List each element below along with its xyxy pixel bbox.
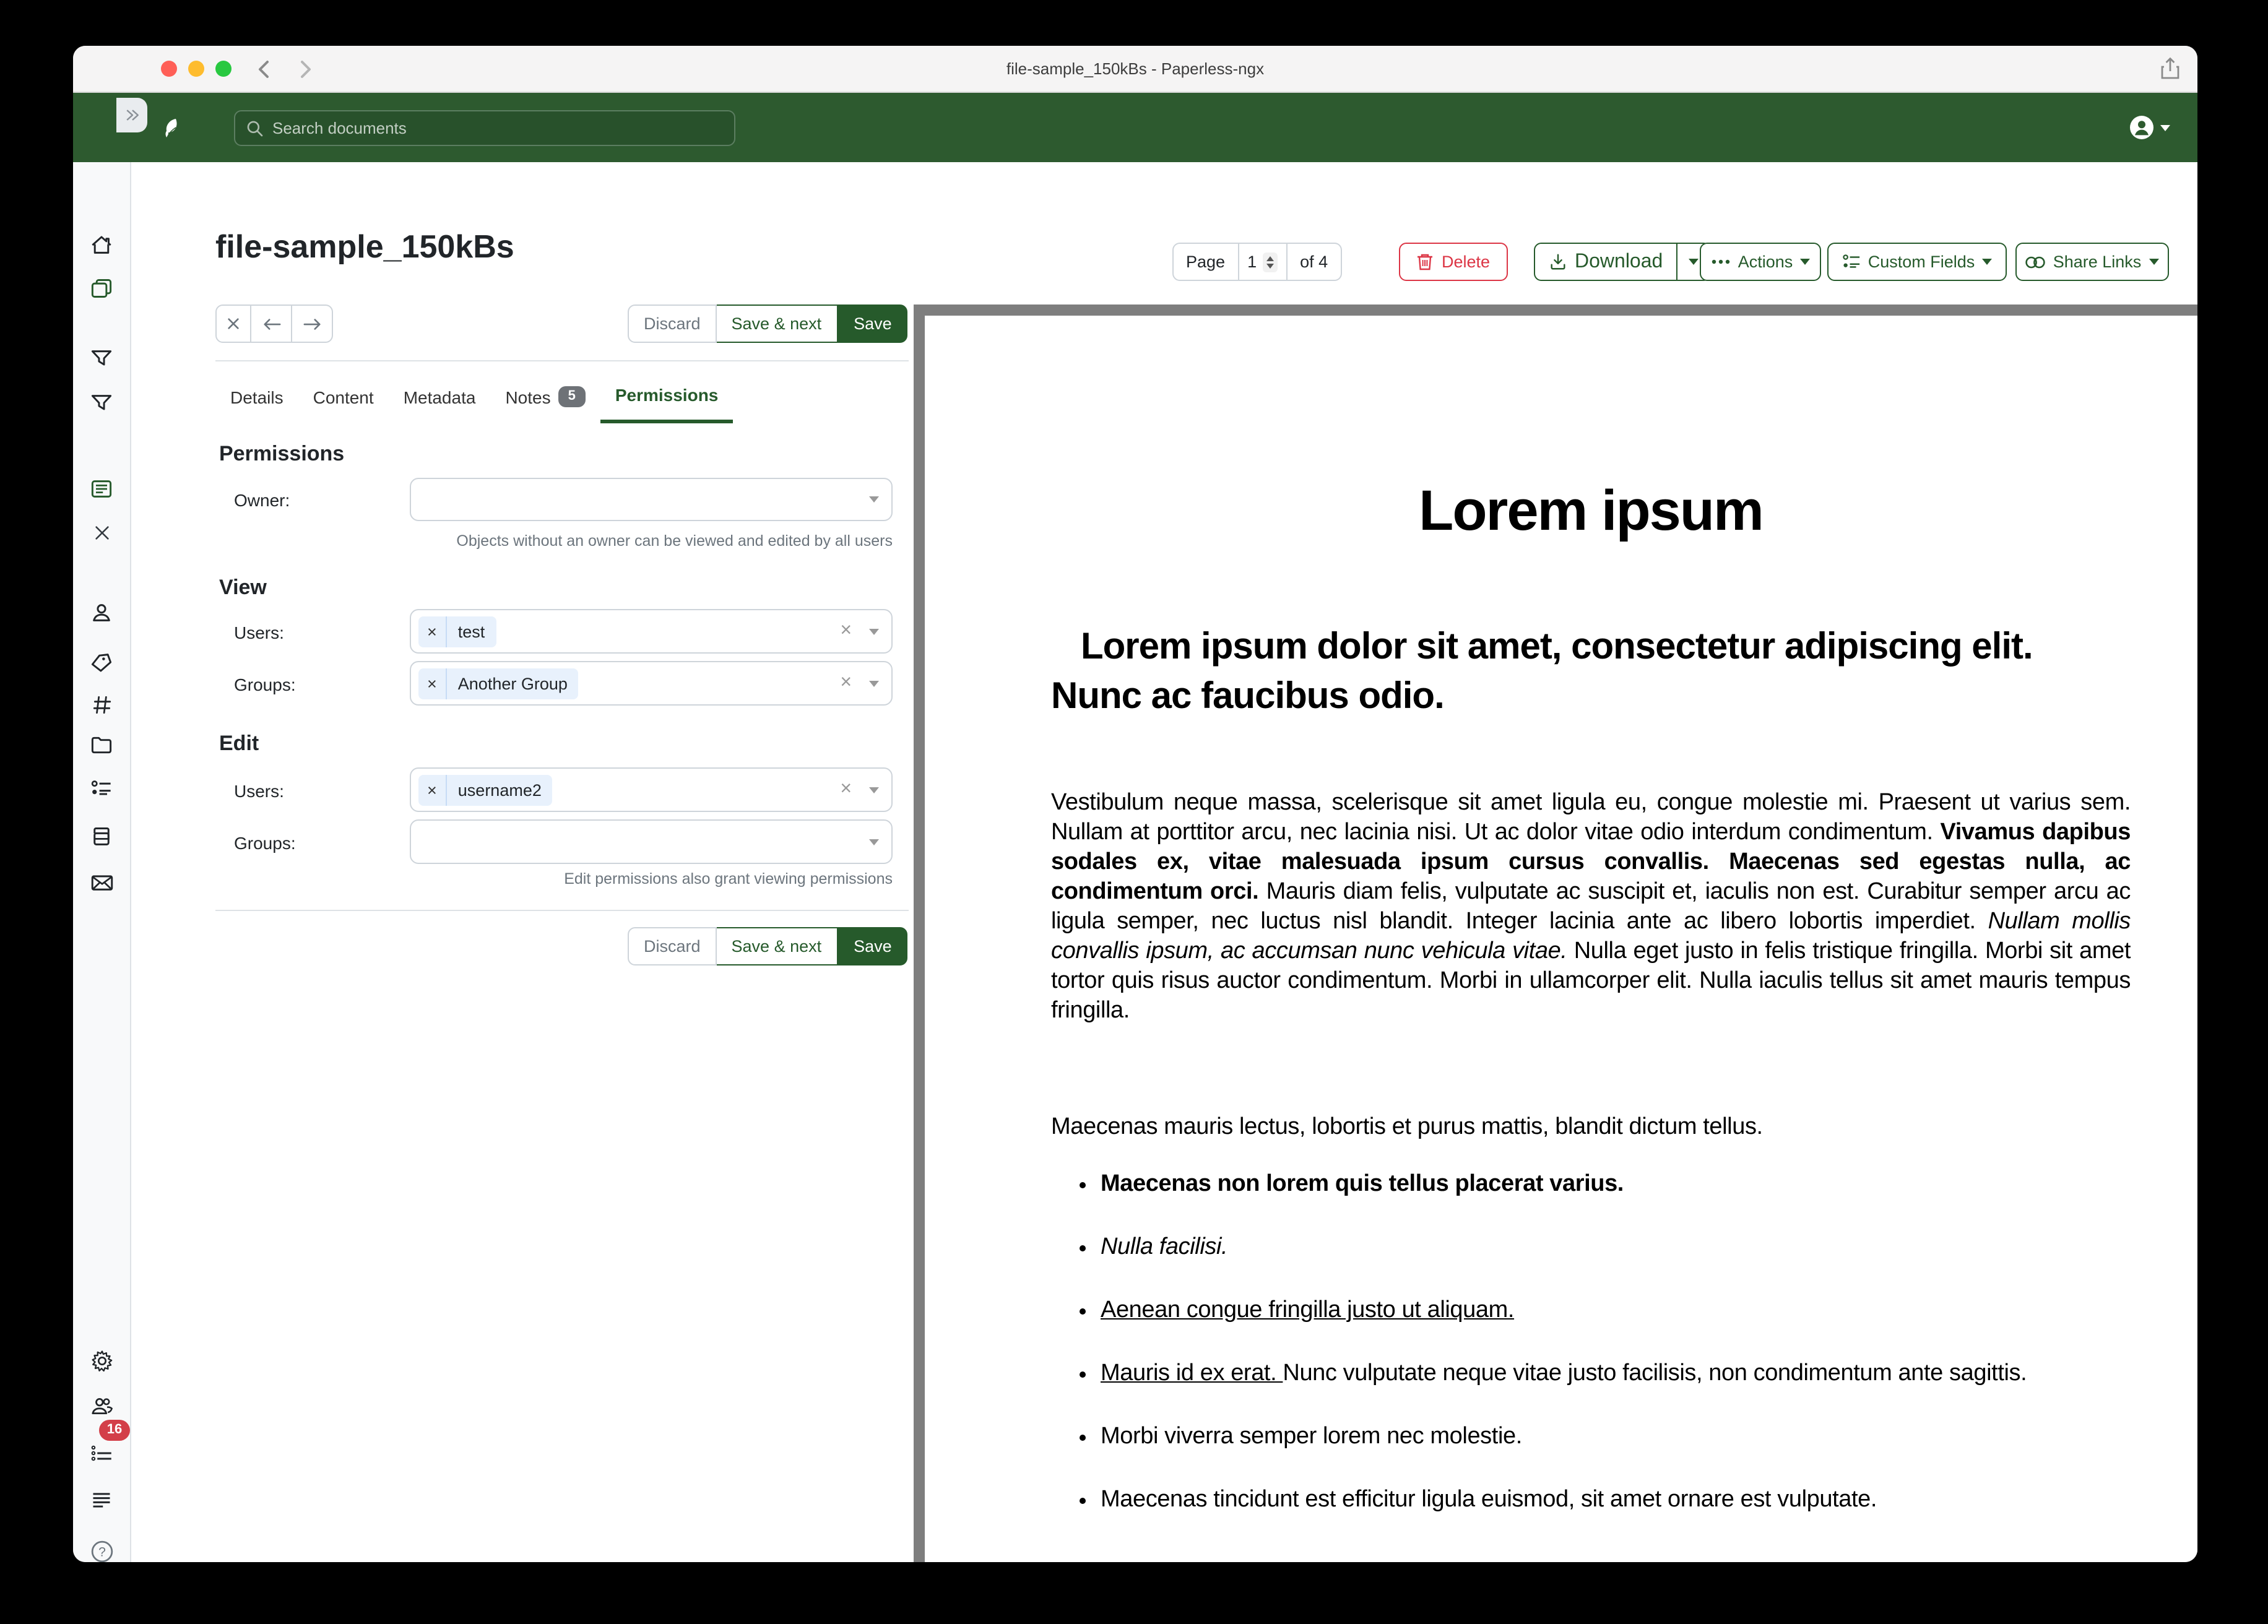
search-placeholder: Search documents — [272, 119, 407, 137]
sidebar-item-file-tasks[interactable] — [73, 826, 130, 848]
files-icon — [90, 826, 113, 848]
chevron-down-icon — [869, 496, 879, 503]
close-document-button[interactable] — [215, 304, 251, 343]
close-document-icon[interactable] — [73, 524, 130, 542]
sidebar-item-documentation[interactable] — [73, 1540, 130, 1562]
sidebar-item-storage-paths[interactable] — [73, 734, 130, 756]
person-icon — [90, 602, 113, 624]
save-next-button[interactable]: Save & next — [717, 927, 838, 965]
svg-text:?: ? — [98, 1545, 105, 1560]
arrow-left-icon — [262, 316, 280, 331]
chevron-down-icon — [2149, 259, 2158, 265]
logs-icon — [90, 1489, 113, 1511]
chevron-down-icon — [1800, 259, 1810, 265]
owner-select[interactable] — [410, 478, 893, 521]
sidebar-item-settings[interactable] — [73, 1349, 130, 1373]
titlebar — [73, 46, 2197, 93]
tab-permissions[interactable]: Permissions — [600, 378, 734, 423]
edit-heading: Edit — [219, 732, 259, 755]
next-document-button[interactable] — [292, 304, 333, 343]
document-tabs — [215, 378, 733, 423]
edit-groups-label: Groups: — [234, 833, 296, 853]
chevron-down-icon — [869, 787, 879, 793]
tasks-count-badge: 16 — [99, 1420, 130, 1441]
actions-button[interactable]: Actions — [1700, 243, 1821, 281]
chevron-down-icon — [869, 680, 879, 686]
view-users-label: Users: — [234, 623, 284, 642]
pdf-bullet: • Mauris id ex erat. Nunc vulputate neque vitae justo facilisis, non condimentum ante sagittis. — [1101, 1359, 2131, 1389]
home-icon — [90, 234, 113, 256]
tasks-icon — [90, 1442, 113, 1464]
view-users-select[interactable] — [410, 609, 893, 654]
pdf-bullet-list — [1051, 1170, 2131, 1548]
remove-tag-icon[interactable]: × — [418, 774, 447, 805]
sidebar-item-logs[interactable] — [73, 1489, 130, 1511]
save-next-button[interactable]: Save & next — [717, 304, 838, 343]
edit-groups-select[interactable] — [410, 819, 893, 864]
sidebar-item-tags[interactable] — [73, 651, 130, 673]
hash-icon — [91, 694, 112, 715]
pdf-bullet: • Nulla facilisi. — [1101, 1233, 2131, 1263]
discard-button[interactable]: Discard — [628, 927, 717, 965]
pdf-bullet: • Maecenas non lorem quis tellus placerat varius. — [1101, 1170, 2131, 1199]
sidebar-item-document-types[interactable] — [73, 694, 130, 715]
save-button[interactable]: Save — [838, 927, 908, 965]
sidebar-item-users-groups[interactable] — [73, 1395, 130, 1417]
delete-button[interactable]: Delete — [1399, 243, 1508, 281]
view-groups-select[interactable] — [410, 661, 893, 706]
download-icon — [1549, 253, 1567, 271]
clear-icon[interactable]: × — [840, 620, 852, 641]
sidebar-item-mail[interactable] — [73, 871, 130, 894]
pdf-page — [925, 316, 2197, 1562]
checklist-icon — [90, 777, 113, 800]
owner-label: Owner: — [234, 490, 290, 510]
custom-fields-icon — [1842, 253, 1861, 271]
sidebar-item-saved-view-1[interactable] — [73, 348, 130, 370]
chevron-down-icon — [1689, 259, 1699, 265]
close-icon — [92, 524, 111, 542]
chevron-down-icon — [1982, 259, 1992, 265]
view-groups-label: Groups: — [234, 675, 296, 694]
chevron-down-icon — [2160, 124, 2170, 131]
tab-metadata[interactable]: Metadata — [403, 387, 476, 407]
users-icon — [90, 1395, 113, 1417]
edit-users-select[interactable] — [410, 767, 893, 812]
chevron-down-icon — [869, 628, 879, 634]
tab-content[interactable]: Content — [313, 387, 374, 407]
save-button[interactable]: Save — [838, 304, 908, 343]
tag-icon — [90, 651, 113, 673]
user-menu[interactable] — [2128, 114, 2170, 141]
page-label: Page — [1172, 243, 1239, 281]
tab-details[interactable]: Details — [230, 387, 284, 407]
divider — [215, 910, 909, 911]
arrow-right-icon — [303, 316, 321, 331]
gear-icon — [90, 1349, 113, 1373]
selected-tag: × test — [418, 616, 496, 647]
search-input[interactable] — [234, 110, 735, 146]
filter-icon — [90, 392, 113, 415]
pdf-paragraph: Maecenas mauris lectus, lobortis et purus mattis, blandit dictum tellus. — [1051, 1114, 1763, 1140]
download-button[interactable]: Download — [1534, 243, 1677, 281]
save-button-group-bottom — [628, 927, 908, 965]
paperless-logo-icon[interactable] — [160, 116, 184, 141]
clear-icon[interactable]: × — [840, 672, 852, 693]
sidebar — [73, 162, 131, 1562]
share-icon[interactable] — [2160, 57, 2180, 80]
sidebar-expand-button[interactable] — [116, 98, 147, 132]
document-title: file-sample_150kBs — [215, 228, 514, 265]
previous-document-button[interactable] — [251, 304, 292, 343]
remove-tag-icon[interactable]: × — [418, 616, 447, 647]
trash-icon — [1417, 253, 1434, 271]
download-split-button — [1534, 243, 1711, 281]
sidebar-item-dashboard[interactable] — [73, 234, 130, 256]
close-icon — [227, 317, 240, 330]
sidebar-item-tasks[interactable] — [73, 1442, 130, 1464]
help-icon — [90, 1540, 113, 1562]
app-window — [73, 46, 2197, 1562]
documents-icon — [90, 277, 113, 300]
pdf-preview[interactable] — [914, 304, 2197, 1562]
document-nav-group — [215, 304, 333, 343]
view-heading: View — [219, 576, 267, 599]
page-stepper[interactable] — [1263, 252, 1278, 272]
selected-tag: × Another Group — [418, 668, 579, 699]
discard-button[interactable]: Discard — [628, 304, 717, 343]
folder-icon — [90, 734, 113, 756]
sidebar-item-custom-fields[interactable] — [73, 777, 130, 800]
page-number-input[interactable]: 1 — [1239, 243, 1288, 281]
custom-fields-button[interactable]: Custom Fields — [1827, 243, 2007, 281]
avatar-icon — [2128, 114, 2155, 141]
chevrons-right-icon — [123, 106, 141, 124]
divider — [215, 360, 909, 361]
pdf-paragraph: Vestibulum neque massa, scelerisque sit amet ligula eu, congue molestie mi. Praesent ut varius sem. Nullam at porttitor arcu, nec lacinia nisi. Ut ac dolor vitae odio interdum condimentum. Vivamus dapibus sodales ex, vitae malesuada ipsum cursus convallis. Maecenas sed egestas nulla, ac condimentum orci. Mauris diam felis, vulputate ac suscipit et, iaculis non est. Curabitur semper arcu ac ligula semper, nec luctus nisl blandit. Integer lacinia ante ac libero lobortis imperdiet. Nullam mollis convallis ipsum, ac accumsan nunc vehicula vitae. Nulla eget justo in felis tristique fringilla. Morbi sit amet tortor quis risus auctor condimentum. Morbi in ullamcorper elit. Nulla iaculis tellus sit amet mauris tempus fringilla. — [1051, 790, 2131, 1024]
sidebar-item-correspondents[interactable] — [73, 602, 130, 624]
open-document-icon — [90, 478, 113, 500]
window-title: file-sample_150kBs - Paperless-ngx — [1006, 59, 1265, 78]
notes-count-badge: 5 — [558, 386, 586, 407]
edit-hint: Edit permissions also grant viewing permissions — [564, 870, 893, 888]
owner-hint: Objects without an owner can be viewed and edited by all users — [456, 532, 893, 550]
link-icon — [2026, 256, 2046, 268]
save-button-group-top — [628, 304, 908, 343]
pdf-title: Lorem ipsum — [1419, 478, 1763, 542]
share-links-button[interactable]: Share Links — [2015, 243, 2169, 281]
pdf-subtitle: Lorem ipsum dolor sit amet, consectetur adipiscing elit. Nunc ac faucibus odio. — [1051, 626, 2033, 717]
sidebar-item-open-document[interactable] — [73, 478, 130, 500]
pdf-bullet: • Aenean congue fringilla justo ut aliquam. — [1101, 1296, 2131, 1326]
envelope-icon — [90, 871, 113, 894]
filter-icon — [90, 348, 113, 370]
search-icon — [246, 119, 264, 137]
chevron-down-icon — [869, 839, 879, 845]
sidebar-item-saved-view-2[interactable] — [73, 392, 130, 415]
pdf-bullet: • Morbi viverra semper lorem nec molestie. — [1101, 1422, 2131, 1452]
pdf-bullet: • Maecenas tincidunt est efficitur ligula euismod, sit amet ornare est vulputate. — [1101, 1485, 2131, 1515]
sidebar-item-documents[interactable] — [73, 277, 130, 300]
edit-users-label: Users: — [234, 781, 284, 801]
page-navigation-group — [1172, 243, 1341, 281]
permissions-heading: Permissions — [219, 442, 345, 465]
tab-notes[interactable]: Notes 5 — [490, 378, 600, 423]
selected-tag: × username2 — [418, 774, 553, 805]
app-navbar — [73, 93, 2197, 162]
page-total-label: of 4 — [1288, 243, 1341, 281]
remove-tag-icon[interactable]: × — [418, 668, 447, 699]
ellipsis-icon — [1711, 259, 1731, 265]
clear-icon[interactable]: × — [840, 779, 852, 800]
